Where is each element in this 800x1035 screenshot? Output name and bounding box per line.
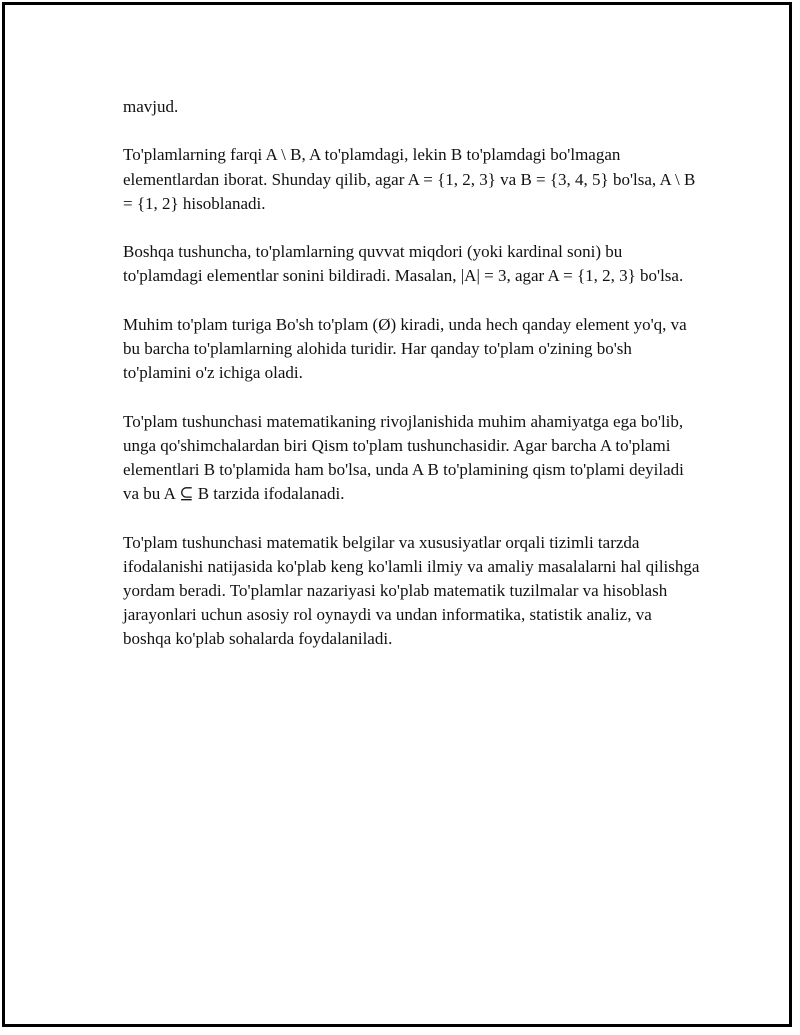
document-body <box>123 95 703 676</box>
paragraph-continuation: mavjud. <box>123 97 179 116</box>
page-frame <box>2 2 792 1027</box>
paragraph-set-difference: To'plamlarning farqi A \ B, A to'plamdagi, lekin B to'plamdagi bo'lmagan elementlardan iborat. Shunday qilib, agar A = {1, 2, 3} va B = {3, 4, 5} bo'lsa, A \ B = {1, 2} hisoblanadi. <box>123 145 696 213</box>
paragraph-subset: To'plam tushunchasi matematikaning rivojlanishida muhim ahamiyatga ega bo'lib, unga qo'shimchalardan biri Qism to'plam tushunchasidir. Agar barcha A to'plami elementlari B to'plamida ham bo'lsa, unda A B to'plamining qism to'plami deyiladi va bu A ⊆ B tarzida ifodalanadi. <box>123 411 684 504</box>
paragraph-empty-set: Muhim to'plam turiga Bo'sh to'plam (Ø) kiradi, unda hech qanday element yo'q, va bu barcha to'plamlarning alohida turidir. Har qanday to'plam o'zining bo'sh to'plamini o'z ichiga oladi. <box>123 314 687 383</box>
paragraph-cardinality: Boshqa tushuncha, to'plamlarning quvvat miqdori (yoki kardinal soni) bu to'plamdagi elementlar sonini bildiradi. Masalan, |A| = 3, agar A = {1, 2, 3} bo'lsa. <box>123 242 684 286</box>
paragraph-conclusion: To'plam tushunchasi matematik belgilar va xususiyatlar orqali tizimli tarzda ifodalanishi natijasida ko'plab keng ko'lamli ilmiy va amaliy masalalarni hal qilishga yordam beradi. To'plamlar nazariyasi ko'plab matematik tuzilmalar va hisoblash jarayonlari uchun asosiy rol oynaydi va undan informatika, statistik analiz, va boshqa ko'plab sohalarda foydalaniladi. <box>123 532 700 649</box>
